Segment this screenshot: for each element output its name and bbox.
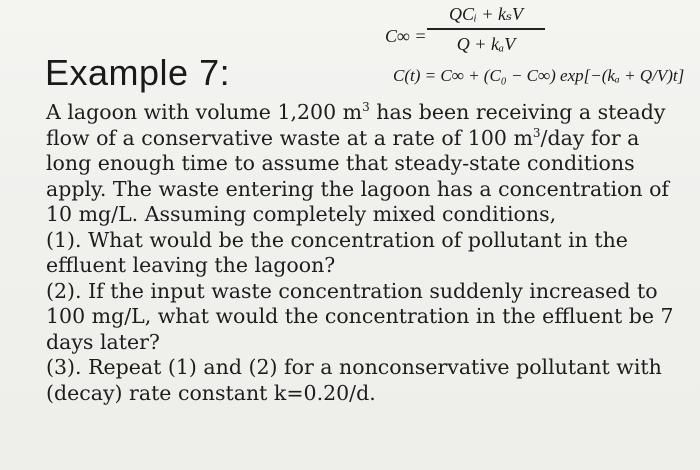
text-span: A lagoon with volume 1,200 m — [46, 100, 363, 124]
problem-statement — [46, 100, 686, 228]
formula-numerator: QCᵢ + kₛV — [448, 4, 524, 24]
time-dependent-formula: C(t) = C∞ + (C₀ − C∞) exp[−(kₐ + Q/V)t] — [393, 66, 685, 85]
text-span: /day for a long enough time to assume that steady-state conditions apply. The waste entering the lagoon has a concentration of 10 mg/L. Assuming completely mixed conditions, — [46, 125, 669, 226]
fraction-bar — [427, 28, 545, 30]
formula-lhs: C∞ = — [385, 26, 427, 46]
superscript: 3 — [362, 100, 370, 115]
formula-denominator: Q + kₐV — [456, 33, 516, 54]
question-3: (3). Repeat (1) and (2) for a nonconservative pollutant with (decay) rate constant k=0.20/d. — [46, 355, 662, 405]
text-span: has been receiving a steady flow of a conservative waste at a rate of 100 m — [46, 100, 666, 150]
formula-fraction — [427, 2, 545, 55]
steady-state-formula — [385, 2, 555, 62]
superscript: 3 — [532, 125, 541, 140]
problem-text — [46, 100, 686, 406]
page-title: Example 7: — [45, 52, 231, 93]
question-1: (1). What would be the concentration of pollutant in the effluent leaving the lagoon? — [46, 227, 628, 277]
question-2: (2). If the input waste concentration suddenly increased to 100 mg/L, what would the concentration in the effluent be 7 days later? — [46, 278, 674, 354]
